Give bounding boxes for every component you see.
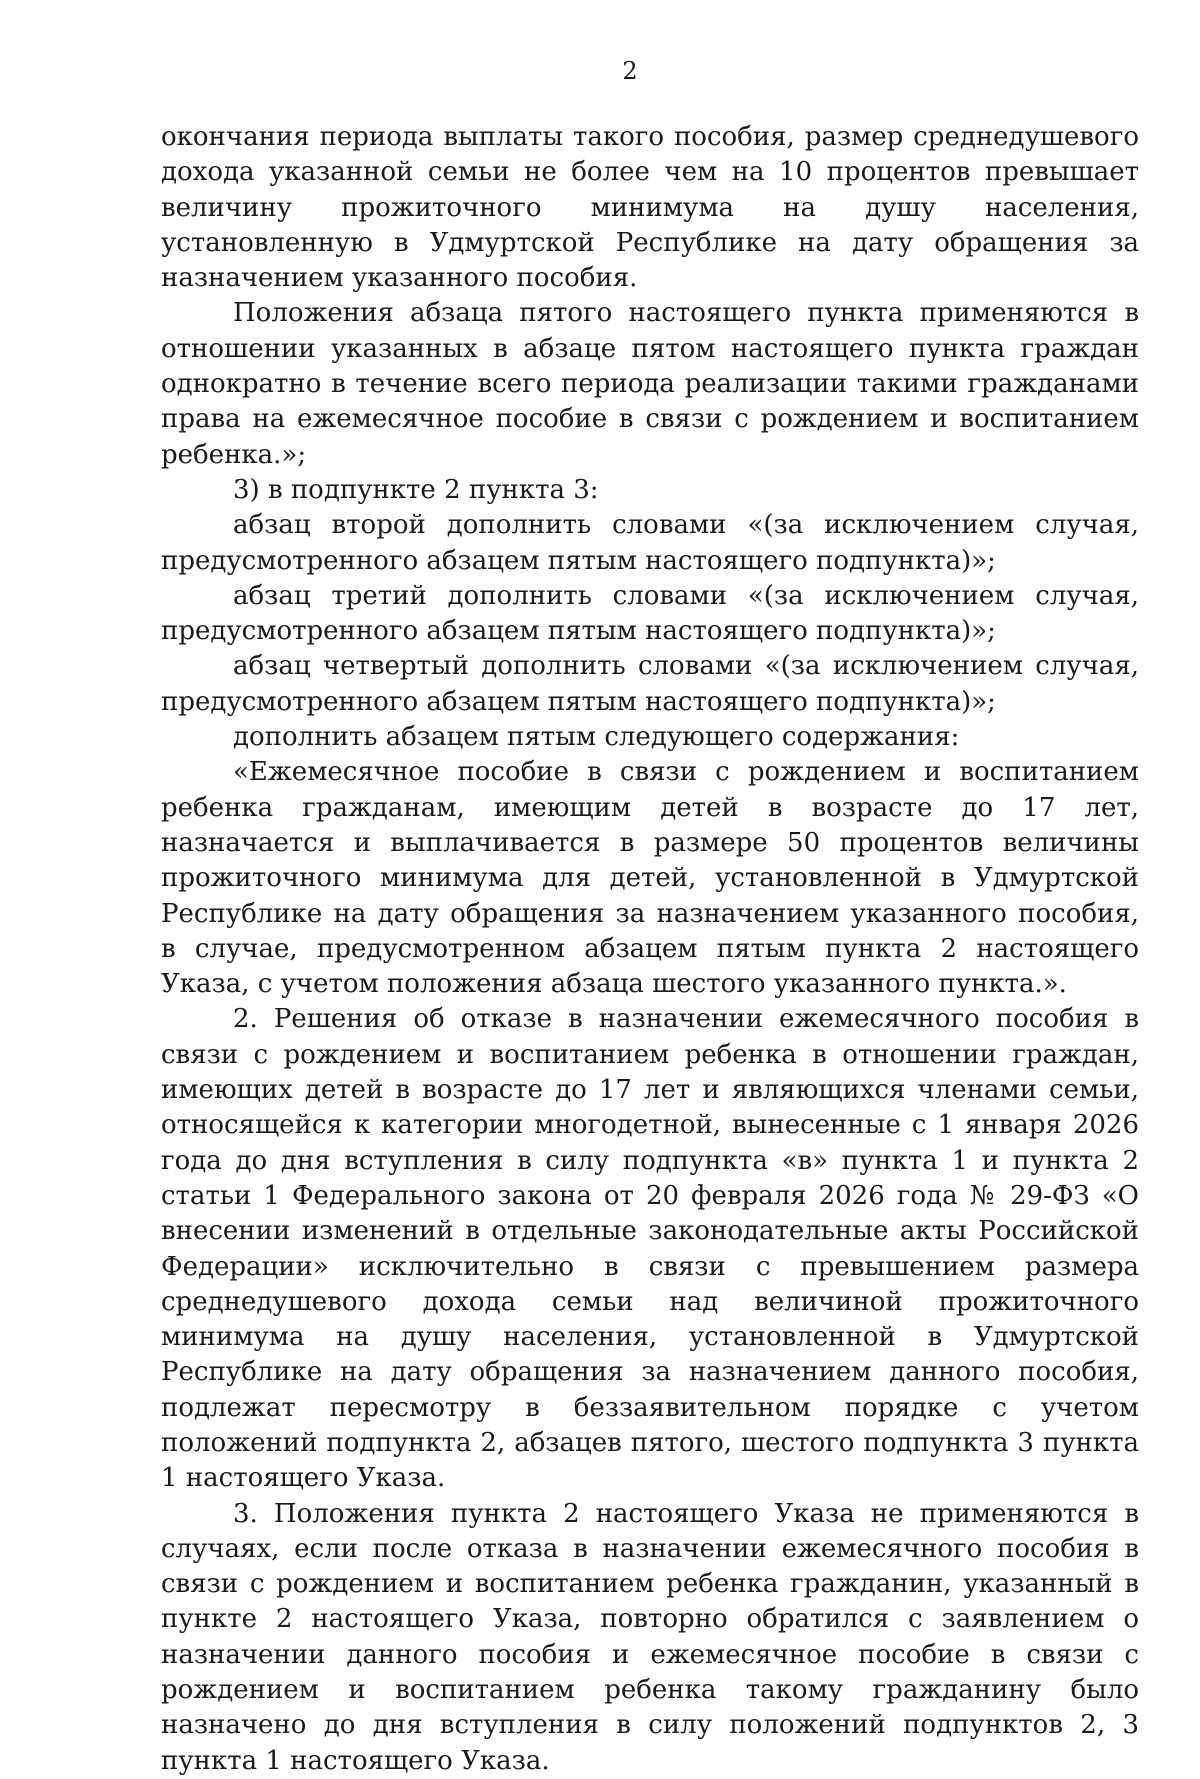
paragraph-add-abzac-fifth: дополнить абзацем пятым следующего содержания: [233, 722, 960, 753]
paragraph-quoted-benefit: «Ежемесячное пособие в связи с рождением и воспитанием ребенка гражданам, имеющим детей в возрасте до 17 лет, назначается и выплачивается в размере 50 процентов величины прожиточного минимума для детей, установленной в Удмуртской Республике на дату обращения за назначением указанного пособия, в случае, предусмотренном абзацем пятым пункта 2 настоящего Указа, с учетом положения абзаца шестого указанного пункта.». [161, 757, 1139, 1000]
paragraph-item-3: 3. Положения пункта 2 настоящего Указа не применяются в случаях, если после отказа в назначении ежемесячного пособия в связи с рождением и воспитанием ребенка гражданин, указанный в пункте 2 настоящего Указа, повторно обратился с заявлением о назначении данного пособия и ежемесячное пособие в связи с рождением и воспитанием ребенка такому гражданину было назначено до дня вступления в силу положений подпунктов 2, 3 пункта 1 настоящего Указа. [161, 1498, 1139, 1776]
paragraph-abzac-third: абзац третий дополнить словами «(за исключением случая, предусмотренного абзацем пятым настоящего подпункта)»; [161, 580, 1139, 647]
paragraph-abzac-fourth: абзац четвертый дополнить словами «(за исключением случая, предусмотренного абзацем пятым настоящего подпункта)»; [161, 651, 1139, 717]
paragraph-abzac-second: абзац второй дополнить словами «(за исключением случая, предусмотренного абзацем пятым настоящего подпункта)»; [161, 510, 1139, 576]
page-number: 2 [622, 57, 638, 85]
paragraph-provisions-applicability: Положения абзаца пятого настоящего пункта применяются в отношении указанных в абзаце пятом настоящего пункта граждан однократно в течение всего периода реализации такими гражданами права на ежемесячное пособие в связи с рождением и воспитанием ребенка.»; [161, 298, 1139, 470]
paragraph-item-2: 2. Решения об отказе в назначении ежемесячного пособия в связи с рождением и воспитанием ребенка в отношении граждан, имеющих детей в возрасте до 17 лет и являющихся членами семьи, относящейся к категории многодетной, вынесенные с 1 января 2026 года до дня вступления в силу подпункта «в» пункта 1 и пункта 2 статьи 1 Федерального закона от 20 февраля 2026 года № 29-ФЗ «О внесении изменений в отдельные законодательные акты Российской Федерации» исключительно в связи с превышением размера среднедушевого дохода семьи над величиной прожиточного минимума на душу населения, установленной в Удмуртской Республике на дату обращения за назначением данного пособия, подлежат пересмотру в беззаявительном порядке с учетом положений подпункта 2, абзацев пятого, шестого подпункта 3 пункта 1 настоящего Указа. [161, 1004, 1139, 1494]
paragraph-subitem-3: 3) в подпункте 2 пункта 3: [233, 474, 599, 505]
document-body [161, 120, 1139, 1779]
paragraph-continuation: окончания периода выплаты такого пособия, размер среднедушевого дохода указанной семьи не более чем на 10 процентов превышает величину прожиточного минимума на душу населения, установленную в Удмуртской Республике на дату обращения за назначением указанного пособия. [161, 122, 1139, 294]
